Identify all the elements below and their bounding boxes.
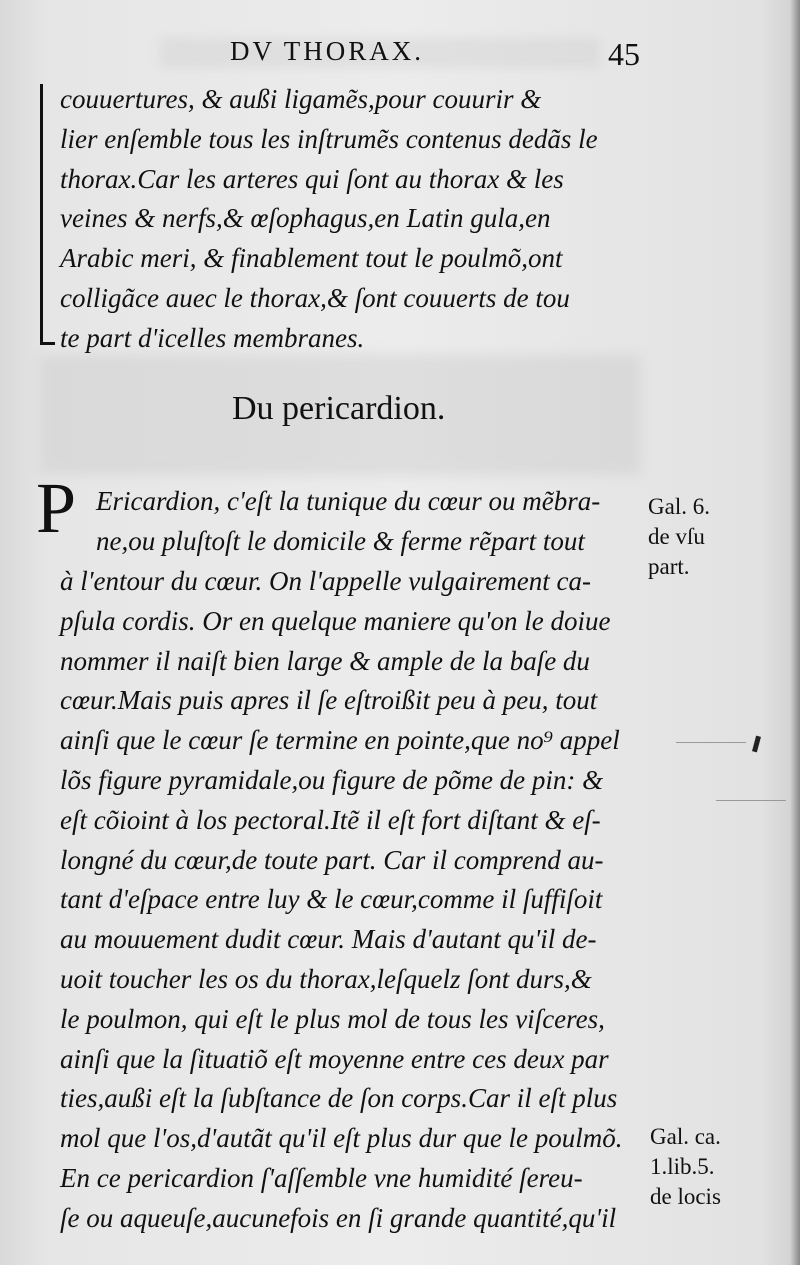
margin-note-line: de vſu xyxy=(648,524,705,549)
text-line: pſula cordis. Or en quelque maniere qu'on le doiue xyxy=(60,605,611,636)
text-line: couuertures, & außi ligamẽs,pour couurir & xyxy=(60,84,542,114)
text-line: colligãce auec le thorax,& ſont couuerts de tou xyxy=(60,282,570,313)
text-line: Arabic meri, & finablement tout le poulmõ,ont xyxy=(60,243,563,274)
top-paragraph xyxy=(60,80,640,359)
text-line: uoit toucher les os du thorax,leſquelz ſont durs,& xyxy=(60,963,592,994)
margin-note-line: part. xyxy=(648,554,690,579)
section-heading: Du pericardion. xyxy=(232,390,446,427)
text-line: eſt cõioint à los pectoral.Itẽ il eſt fort diſtant & eſ- xyxy=(60,804,601,835)
text-line: longné du cœur,de toute part. Car il comprend au- xyxy=(60,844,604,875)
text-line: Ericardion, c'eſt la tunique du cœur ou mẽbra- xyxy=(96,486,601,516)
text-line: te part d'icelles membranes. xyxy=(60,322,365,353)
page-edge-shadow xyxy=(790,0,800,1265)
text-line: lier enſemble tous les inſtrumẽs contenus dedãs le xyxy=(60,123,598,154)
text-line: ainſi que la ſituatiõ eſt moyenne entre ces deux par xyxy=(60,1043,609,1074)
margin-note-line: Gal. ca. xyxy=(650,1124,721,1149)
text-line: lõs figure pyramidale,ou figure de põme de pin: & xyxy=(60,764,604,795)
text-line: ne,ou pluſtoſt le domicile & ferme rẽpart tout xyxy=(96,525,585,556)
text-line: ties,außi eſt la ſubſtance de ſon corps.Car il eſt plus xyxy=(60,1083,618,1114)
paragraph-opening xyxy=(96,482,636,562)
margin-note xyxy=(650,1122,721,1212)
margin-note xyxy=(648,492,710,582)
margin-mark xyxy=(676,742,746,743)
main-paragraph xyxy=(60,562,640,1239)
text-line: thorax.Car les arteres qui ſont au thorax & les xyxy=(60,163,564,194)
text-line: cœur.Mais puis apres il ſe eſtroißit peu à peu, tout xyxy=(60,685,598,716)
margin-mark xyxy=(752,736,761,753)
margin-mark xyxy=(716,800,786,801)
text-line: ſe ou aqueuſe,aucunefois en ſi grande quantité,qu'il xyxy=(60,1202,617,1233)
margin-note-line: Gal. 6. xyxy=(648,494,710,519)
running-title: DV THORAX. xyxy=(230,36,425,66)
text-line: mol que l'os,d'autãt qu'il eſt plus dur que le poulmõ. xyxy=(60,1123,623,1154)
text-line: au mouuement dudit cœur. Mais d'autant qu'il de- xyxy=(60,924,597,955)
text-line: à l'entour du cœur. On l'appelle vulgairement ca- xyxy=(60,566,591,596)
text-line: nommer il naiſt bien large & ample de la baſe du xyxy=(60,645,590,676)
text-line: En ce pericardion ſ'aſſemble vne humidité ſereu- xyxy=(60,1162,583,1193)
text-line: veines & nerfs,& œſophagus,en Latin gula,en xyxy=(60,203,551,234)
text-line: ainſi que le cœur ſe termine en pointe,que no⁹ appel xyxy=(60,725,620,756)
text-line: tant d'eſpace entre luy & le cœur,comme il ſuffiſoit xyxy=(60,884,603,915)
margin-note-line: de locis xyxy=(650,1184,721,1209)
text-line: le poulmon, qui eſt le plus mol de tous les viſceres, xyxy=(60,1003,605,1034)
margin-bracket xyxy=(40,84,55,345)
margin-note-line: 1.lib.5. xyxy=(650,1154,715,1179)
drop-cap: P xyxy=(36,468,77,548)
page-number: 45 xyxy=(608,36,640,72)
